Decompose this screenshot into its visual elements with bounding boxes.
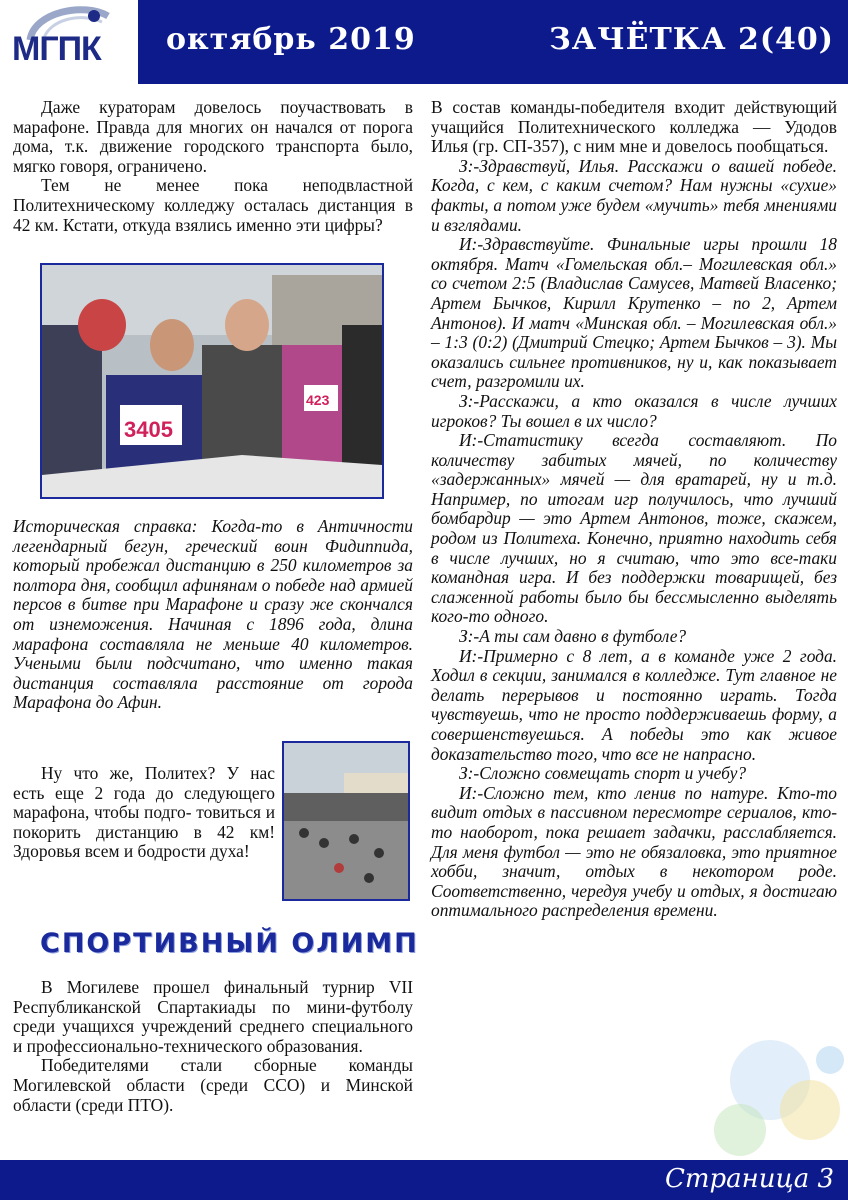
interview-answer: И:-Примерно с 8 лет, а в команде уже 2 года. Ходил в секции, занимался в колледже. Тут главное не делать перерывов и постоянно играть. Тогда чувствуешь, что не просто поддерживаешь форму, а совершенствуешься. А победы это как живое доказательство того, что все не напрасно. bbox=[431, 645, 837, 764]
interview-answer: И:-Статистику всегда составляют. По количеству забитых мячей, по количеству «задержанных» мячей — для вратарей, ну и т.д. Например, по итогам игр получилось, что лучший бомбардир — это Артем Антонов, тоже, скажем, родом из Политеха. Конечно, приятно находить себя в числе лучших, но я считаю, что это все-таки командная игра. И без поддержки товарищей, без слаженной работы было бы бессмысленно выделять кого-то одного. bbox=[431, 430, 837, 627]
bib-number: 423 bbox=[306, 392, 330, 408]
page-header bbox=[0, 0, 848, 84]
marathon-crowd-photo bbox=[282, 741, 410, 901]
interview-answer: И:-Здравствуйте. Финальные игры прошли 18 октября. Матч «Гомельская обл.– Могилевская обл.» со счетом 2:5 (Владислав Самусев, Матвей Власенко; Артем Бычков, Кирилл Крутенко – по 2, Артем Антонов). И матч «Минская обл. – Могилевская обл.» – 1:3 (0:2) (Дмитрий Стецко; Артем Бычков – 3). Мы оказались сильнее противников, ну и, как показывает счет, разгромили их. bbox=[431, 234, 837, 392]
paragraph: В состав команды-победителя входит действующий учащийся Политехнического колледжа — Удодов Илья (гр. СП-357), с ним мне и довелось пообщаться. bbox=[431, 97, 837, 157]
paragraph: Победителями стали сборные команды Могилевской области (среди ССО) и Минской области (среди ПТО). bbox=[13, 1055, 413, 1115]
paragraph: Тем не менее пока неподвластной Политехническому колледжу осталась дистанция в 42 км. Кстати, откуда взялись именно эти цифры? bbox=[13, 175, 413, 235]
interview-question: З:-Сложно совмещать спорт и учебу? bbox=[459, 763, 747, 784]
interview-question: З:-Расскажи, а кто оказался в числе лучших игроков? Ты вошел в их число? bbox=[431, 390, 837, 431]
page-number: Страница 3 bbox=[664, 1164, 834, 1194]
issue-month: октябрь 2019 bbox=[166, 22, 416, 57]
marathon-intro bbox=[13, 98, 413, 235]
historical-note: Историческая справка: Когда-то в Античности легендарный бегун, греческий воин Фидиппида, который пробежал дистанцию в 250 километров за полтора дня, сообщил афинянам о победе над армией персов в битве при Марафоне и сразу же скончался от изнеможения. Начиная с 1896 года, длина марафона составляла не меньше 40 километров. Учеными были подсчитано, что именно такая дистанция составляла расстояние от города Марафона до Афин. bbox=[13, 516, 413, 713]
section-title: СПОРТИВНЫЙ ОЛИМП bbox=[40, 928, 419, 959]
header-bar bbox=[138, 0, 848, 84]
paragraph: Даже кураторам довелось поучаствовать в марафоне. Правда для многих он начался от порога дома, т.к. движение городского транспорта было, мягко говоря, ограничено. bbox=[13, 97, 413, 176]
closing-note: Ну что же, Политех? У нас есть еще 2 года до следующего марафона, чтобы подго- товиться и покорить дистанцию в 42 км! Здоровья всем и бодрости духа! bbox=[13, 763, 275, 862]
marathon-runners-photo bbox=[40, 263, 384, 499]
paragraph: В Могилеве прошел финальный турнир VII Республиканской Спартакиады по мини-футболу среди учащихся учреждений среднего специального и профессионально-технического образования. bbox=[13, 977, 413, 1056]
interview-column bbox=[431, 98, 837, 921]
interview-question: З:-Здравствуй, Илья. Расскажи о вашей победе. Когда, с кем, с каким счетом? Нам нужны «сухие» факты, а потом уже будем «мучить» тебя мнениями и взглядами. bbox=[431, 155, 837, 235]
paint-splash-decoration bbox=[640, 1020, 848, 1160]
sport-section-text bbox=[13, 978, 413, 1115]
page-footer bbox=[0, 1160, 848, 1200]
interview-answer: И:-Сложно тем, кто ленив по натуре. Кто-то видит отдых в пассивном пересмотре сериалов, кто-то наоборот, пока решает задачки, расслабляется. Для меня футбол — это не обязаловка, это приятное хобби, значит, отдых в некотором роде. Соответственно, чередуя учебу и отдых, я достигаю оптимального распределения времени. bbox=[431, 782, 837, 921]
interview-question: З:-А ты сам давно в футболе? bbox=[459, 626, 687, 647]
logo-text: МГПК bbox=[12, 30, 101, 68]
photo-illustration bbox=[284, 743, 408, 899]
photo-illustration bbox=[42, 265, 382, 497]
issue-number: ЗАЧЁТКА 2(40) bbox=[549, 22, 834, 57]
bib-number: 3405 bbox=[124, 417, 173, 442]
college-logo bbox=[0, 0, 142, 84]
